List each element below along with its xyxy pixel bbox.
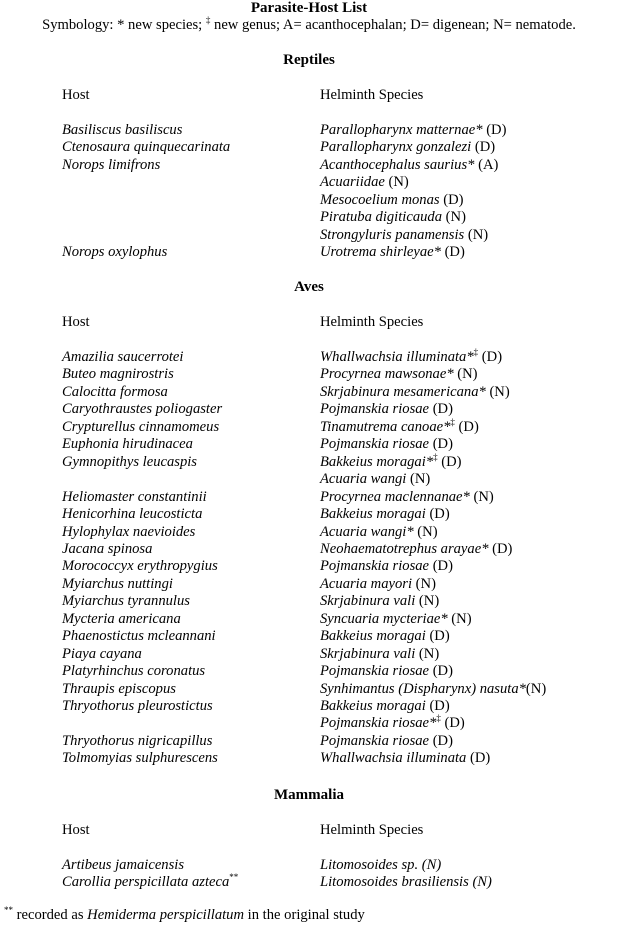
helminth-entry (320, 401, 453, 418)
helminth-group-code: (N) (525, 681, 547, 697)
new-species-mark: * (478, 384, 486, 400)
host-name (62, 122, 182, 139)
page-title: Parasite-Host List (250, 0, 368, 16)
helminth-group-code: (N) (447, 611, 472, 627)
helminth-species-name: Bakkeius moragai (320, 628, 426, 644)
helminth-group-code: (D) (425, 506, 450, 522)
helminth-entry (320, 174, 409, 191)
helminth-species-name: Whallwachsia illuminata (320, 750, 467, 766)
helminth-species-name: Acuariidae (320, 174, 385, 190)
helminth-species-name: Bakkeius moragai (320, 698, 426, 714)
host-name (62, 244, 167, 261)
helminth-entry (320, 663, 453, 680)
new-species-mark: * (466, 349, 474, 365)
host-name-text: Carollia perspicillata azteca (62, 874, 230, 890)
helminth-entry (320, 209, 466, 226)
helminth-group-code: (D) (471, 139, 496, 155)
new-genus-mark: ‡ (433, 452, 438, 462)
host-name (62, 349, 183, 366)
helminth-species-name: Acuaria mayori (320, 576, 413, 592)
helminth-entry (320, 349, 502, 366)
helminth-group-code: (D) (440, 715, 465, 731)
helminth-species-name: Procyrnea maclennanae (320, 489, 463, 505)
helminth-group-code: (N) (415, 593, 440, 609)
helminth-entry (320, 436, 453, 453)
new-genus-mark: ‡ (473, 347, 479, 357)
helminth-entry (320, 471, 430, 488)
new-species-mark: * (481, 541, 489, 557)
helminth-entry (320, 192, 464, 209)
symbology-text-1: Symbology: * new species; (42, 17, 206, 33)
helminth-group-code: (D) (482, 122, 507, 138)
helminth-group-code: (D) (466, 750, 491, 766)
helminth-species-name: Litomosoides sp. (N) (320, 857, 442, 873)
helminth-group-code: (N) (485, 384, 510, 400)
helminth-species-name: Acanthocephalus saurius (320, 157, 468, 173)
host-name-text: Calocitta formosa (62, 384, 168, 400)
host-name-text: Crypturellus cinnamomeus (62, 419, 220, 435)
symbology-legend (0, 17, 618, 34)
host-name-text: Thryothorus pleurostictus (62, 698, 213, 714)
helminth-entry (320, 366, 478, 383)
footnote-text-1: recorded as (13, 907, 88, 923)
host-name-text: Heliomaster constantinii (62, 489, 207, 505)
footnote (4, 907, 365, 924)
new-species-mark: * (443, 419, 451, 435)
host-column-header: Host (62, 314, 90, 330)
host-name-text: Tolmomyias sulphurescens (62, 750, 218, 766)
new-genus-mark: ‡ (436, 713, 441, 723)
host-name (62, 157, 160, 174)
helminth-entry (320, 558, 453, 575)
helminth-entry (320, 227, 488, 244)
new-species-mark: * (462, 489, 470, 505)
host-name (62, 593, 190, 610)
helminth-species-name: Acuaria wangi (320, 524, 407, 540)
helminth-species-name: Pojmanskia riosae (320, 715, 430, 731)
new-species-mark: * (406, 524, 414, 540)
host-name-text: Norops limifrons (62, 157, 161, 173)
helminth-group-code: (D) (437, 454, 462, 470)
host-name (62, 733, 212, 750)
host-name (62, 874, 238, 891)
host-name-text: Phaenostictus mcleannani (62, 628, 216, 644)
symbology-genus-mark: ‡ (205, 15, 211, 25)
helminth-entry (320, 244, 465, 261)
host-name (62, 611, 181, 628)
helminth-species-name: Tinamutrema canoae (320, 419, 444, 435)
section-title-reptiles: Reptiles (283, 52, 335, 68)
helminth-group-code: (N) (442, 209, 466, 225)
host-name (62, 366, 174, 383)
host-name-text: Thraupis episcopus (62, 681, 176, 697)
host-name-text: Euphonia hirudinacea (62, 436, 193, 452)
helminth-entry (320, 489, 494, 506)
helminth-species-name: Strongyluris panamensis (320, 227, 465, 243)
helminth-species-name: Pojmanskia riosae (320, 663, 430, 679)
helminth-group-code: (N) (464, 227, 489, 243)
helminth-column-header: Helminth Species (320, 87, 424, 103)
helminth-species-name: Pojmanskia riosae (320, 733, 430, 749)
footnote-text-2: in the original study (244, 907, 365, 923)
section-title-aves: Aves (294, 279, 324, 295)
host-name-text: Caryothraustes poliogaster (62, 401, 223, 417)
helminth-group-code: (A) (474, 157, 499, 173)
helminth-entry (320, 857, 441, 874)
host-name (62, 436, 193, 453)
helminth-column-header: Helminth Species (320, 314, 424, 330)
host-footnote-mark: ** (229, 872, 239, 882)
helminth-entry (320, 874, 492, 891)
new-species-mark: * (446, 366, 454, 382)
helminth-entry (320, 646, 439, 663)
host-name-text: Myiarchus tyrannulus (62, 593, 190, 609)
symbology-text-2: new genus; A= acanthocephalan; D= digenean; N= nematode. (210, 17, 576, 33)
helminth-group-code: (N) (413, 524, 438, 540)
helminth-entry (320, 506, 450, 523)
helminth-entry (320, 611, 472, 628)
helminth-entry (320, 541, 512, 558)
host-column-header: Host (62, 822, 90, 838)
helminth-species-name: Pojmanskia riosae (320, 401, 430, 417)
helminth-species-name: Pojmanskia riosae (320, 436, 430, 452)
host-name (62, 506, 202, 523)
new-species-mark: * (433, 244, 441, 260)
helminth-species-name: Parallopharynx gonzalezi (320, 139, 472, 155)
host-name (62, 576, 173, 593)
helminth-group-code: (N) (453, 366, 478, 382)
helminth-species-name: Bakkeius moragai (320, 506, 426, 522)
host-name-text: Ctenosaura quinquecarinata (62, 139, 231, 155)
helminth-group-code: (D) (429, 558, 453, 574)
host-name (62, 524, 195, 541)
helminth-entry (320, 384, 510, 401)
host-name-text: Basiliscus basiliscus (62, 122, 183, 138)
helminth-entry (320, 715, 465, 732)
host-name-text: Henicorhina leucosticta (62, 506, 203, 522)
helminth-group-code: (N) (384, 174, 409, 190)
new-species-mark: * (429, 715, 437, 731)
helminth-entry (320, 122, 506, 139)
new-species-mark: * (425, 454, 434, 470)
helminth-group-code: (D) (429, 733, 453, 749)
helminth-species-name: Mesocoelium monas (320, 192, 440, 208)
host-name (62, 698, 213, 715)
helminth-group-code: (D) (440, 244, 465, 260)
host-name-text: Thryothorus nigricapillus (62, 733, 213, 749)
helminth-column-header: Helminth Species (320, 822, 424, 838)
helminth-species-name: Skrjabinura vali (320, 593, 416, 609)
helminth-group-code: (D) (429, 436, 453, 452)
host-name (62, 628, 216, 645)
helminth-entry (320, 698, 450, 715)
helminth-species-name: Skrjabinura vali (320, 646, 416, 662)
new-species-mark: * (518, 681, 526, 697)
host-name (62, 419, 219, 436)
host-name (62, 489, 207, 506)
host-name (62, 454, 197, 471)
host-name-text: Platyrhinchus coronatus (62, 663, 206, 679)
helminth-group-code: (D) (488, 541, 513, 557)
section-title-mammalia: Mammalia (274, 787, 344, 803)
host-name (62, 139, 230, 156)
host-name (62, 646, 142, 663)
helminth-group-code: (N) (406, 471, 431, 487)
helminth-entry (320, 139, 495, 156)
host-name-text: Jacana spinosa (62, 541, 153, 557)
host-name-text: Mycteria americana (62, 611, 181, 627)
helminth-species-name: Neohaematotrephus arayae (320, 541, 482, 557)
host-name (62, 663, 205, 680)
helminth-entry (320, 681, 546, 698)
host-name-text: Amazilia saucerrotei (62, 349, 184, 365)
helminth-species-name: Syncuaria mycteriae (320, 611, 441, 627)
helminth-species-name: Whallwachsia illuminata (320, 349, 467, 365)
host-name-text: Gymnopithys leucaspis (62, 454, 197, 470)
host-name (62, 681, 176, 698)
helminth-species-name: Litomosoides brasiliensis (N) (320, 874, 492, 890)
helminth-entry (320, 750, 490, 767)
host-name-text: Artibeus jamaicensis (62, 857, 185, 873)
helminth-entry (320, 157, 498, 174)
new-species-mark: * (475, 122, 483, 138)
helminth-entry (320, 593, 439, 610)
helminth-species-name: Synhimantus (Dispharynx) nasuta (320, 681, 519, 697)
helminth-entry (320, 733, 453, 750)
helminth-species-name: Bakkeius moragai (320, 454, 426, 470)
helminth-species-name: Piratuba digiticauda (320, 209, 443, 225)
footnote-synonym: Hemiderma perspicillatum (87, 907, 245, 923)
footnote-mark: ** (4, 905, 13, 915)
host-name-text: Piaya cayana (62, 646, 142, 662)
helminth-entry (320, 454, 462, 471)
host-name (62, 558, 218, 575)
host-name-text: Buteo magnirostris (62, 366, 174, 382)
helminth-group-code: (N) (412, 576, 436, 592)
helminth-group-code: (D) (478, 349, 503, 365)
helminth-group-code: (D) (425, 698, 450, 714)
helminth-group-code: (N) (415, 646, 440, 662)
helminth-group-code: (D) (439, 192, 464, 208)
new-species-mark: * (467, 157, 475, 173)
host-name (62, 857, 184, 874)
helminth-species-name: Acuaria wangi (320, 471, 407, 487)
host-name-text: Hylophylax naevioides (62, 524, 196, 540)
helminth-entry (320, 576, 436, 593)
helminth-group-code: (D) (429, 663, 453, 679)
host-name-text: Norops oxylophus (62, 244, 168, 260)
helminth-group-code: (D) (425, 628, 450, 644)
helminth-entry (320, 628, 450, 645)
helminth-group-code: (N) (469, 489, 494, 505)
host-name (62, 401, 222, 418)
host-name (62, 750, 218, 767)
new-genus-mark: ‡ (450, 417, 455, 427)
host-name-text: Morococcyx erythropygius (62, 558, 218, 574)
helminth-group-code: (D) (454, 419, 479, 435)
helminth-entry (320, 524, 438, 541)
host-name (62, 541, 152, 558)
host-name (62, 384, 168, 401)
helminth-species-name: Pojmanskia riosae (320, 558, 430, 574)
helminth-species-name: Skrjabinura mesamericana (320, 384, 479, 400)
helminth-species-name: Procyrnea mawsonae (320, 366, 447, 382)
new-species-mark: * (440, 611, 448, 627)
helminth-group-code: (D) (429, 401, 453, 417)
helminth-species-name: Parallopharynx matternae (320, 122, 476, 138)
host-column-header: Host (62, 87, 90, 103)
helminth-entry (320, 419, 479, 436)
host-name-text: Myiarchus nuttingi (62, 576, 173, 592)
helminth-species-name: Urotrema shirleyae (320, 244, 434, 260)
